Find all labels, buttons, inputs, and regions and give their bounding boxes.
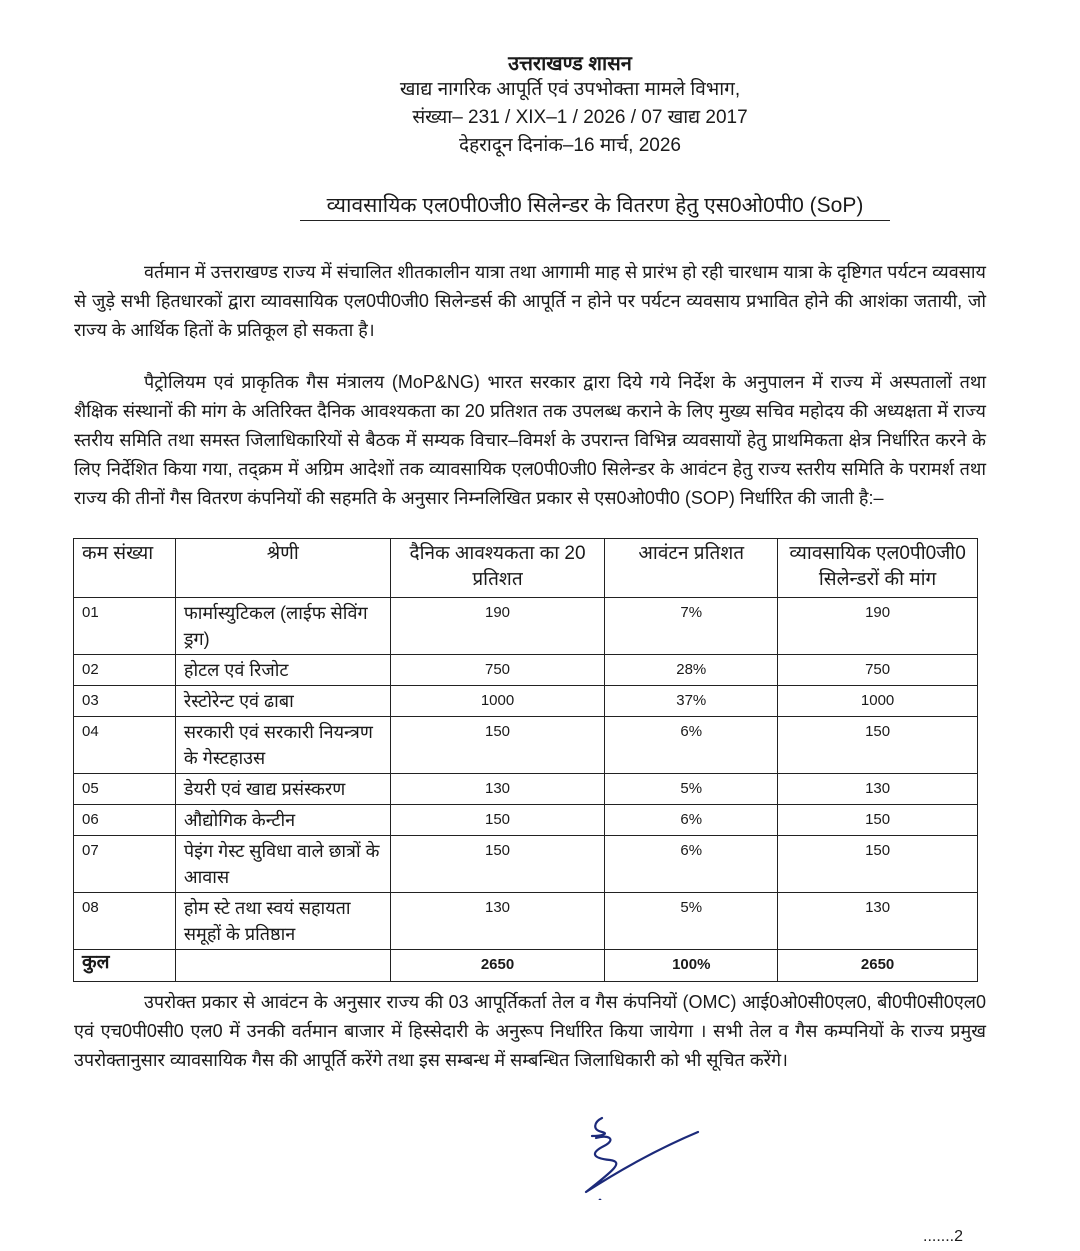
table-header-row: [74, 539, 978, 598]
cell-demand: 1000: [778, 686, 978, 717]
cell-serial: 04: [74, 717, 176, 774]
cell-daily: 1000: [390, 686, 605, 717]
cell-category: होम स्टे तथा स्वयं सहायता समूहों के प्रतिष्ठान: [175, 893, 390, 950]
subject-heading: व्यावसायिक एल0पी0जी0 सिलेन्डर के वितरण हेतु एस0ओ0पी0 (SoP): [300, 192, 890, 221]
cell-category: डेयरी एवं खाद्य प्रसंस्करण: [175, 774, 390, 805]
cell-demand: 190: [778, 598, 978, 655]
cell-serial: 08: [74, 893, 176, 950]
total-label: कुल: [74, 950, 176, 982]
cell-category: रेस्टोरेन्ट एवं ढाबा: [175, 686, 390, 717]
signature-icon: [580, 1110, 710, 1200]
cell-category: औद्योगिक केन्टीन: [175, 805, 390, 836]
cell-serial: 03: [74, 686, 176, 717]
cell-allocation: 6%: [605, 805, 778, 836]
cell-daily: 190: [390, 598, 605, 655]
cell-category: पेइंग गेस्ट सुविधा वाले छात्रों के आवास: [175, 836, 390, 893]
cell-demand: 150: [778, 836, 978, 893]
total-demand: 2650: [778, 950, 978, 982]
header-daily-20pct: दैनिक आवश्यकता का 20 प्रतिशत: [390, 539, 605, 598]
total-category: [175, 950, 390, 982]
continuation-marker: .......2: [923, 1228, 964, 1245]
table-row: [74, 686, 978, 717]
table-row: [74, 717, 978, 774]
cell-allocation: 37%: [605, 686, 778, 717]
cell-daily: 750: [390, 655, 605, 686]
cell-allocation: 5%: [605, 893, 778, 950]
cell-demand: 150: [778, 717, 978, 774]
table-total-row: [74, 950, 978, 982]
table-row: [74, 805, 978, 836]
cell-allocation: 28%: [605, 655, 778, 686]
allocation-table: [73, 538, 978, 982]
table-row: [74, 598, 978, 655]
paragraph-closing: उपरोक्त प्रकार से आवंटन के अनुसार राज्य की 03 आपूर्तिकर्ता तेल व गैस कंपनियों (OMC) आई0ओ0सी0एल0, बी0पी0सी0एल0 एवं एच0पी0सी0 एल0 में उनकी वर्तमान बाजार में हिस्सेदारी के अनुरूप निर्धारित किया जायेगा । सभी तेल व गैस कम्पनियों के राज्य प्रमुख उपरोक्तानुसार व्यावसायिक गैस की आपूर्ति करेंगे तथा इस सम्बन्ध में सम्बन्धित जिलाधिकारी को भी सूचित करेंगे।: [74, 992, 986, 1070]
total-allocation: 100%: [605, 950, 778, 982]
cell-serial: 07: [74, 836, 176, 893]
cell-daily: 150: [390, 805, 605, 836]
cell-daily: 130: [390, 774, 605, 805]
table-row: [74, 655, 978, 686]
cell-allocation: 6%: [605, 836, 778, 893]
cell-serial: 05: [74, 774, 176, 805]
table-row: [74, 893, 978, 950]
cell-demand: 150: [778, 805, 978, 836]
header-serial: कम संख्या: [74, 539, 176, 598]
cell-daily: 130: [390, 893, 605, 950]
department-name: खाद्य नागरिक आपूर्ति एवं उपभोक्ता मामले विभाग,: [399, 79, 741, 100]
cell-daily: 150: [390, 836, 605, 893]
place-date: देहरादून दिनांक–16 मार्च, 2026: [458, 135, 681, 156]
reference-number: संख्या– 231 / XIX–1 / 2026 / 07 खाद्य 2017: [412, 107, 748, 128]
cell-serial: 02: [74, 655, 176, 686]
cell-allocation: 6%: [605, 717, 778, 774]
cell-demand: 130: [778, 774, 978, 805]
government-name: उत्तराखण्ड शासन: [508, 53, 632, 75]
cell-serial: 06: [74, 805, 176, 836]
cell-allocation: 7%: [605, 598, 778, 655]
total-daily: 2650: [390, 950, 605, 982]
cell-serial: 01: [74, 598, 176, 655]
header-allocation-pct: आवंटन प्रतिशत: [605, 539, 778, 598]
table-row: [74, 836, 978, 893]
cell-category: फार्मास्युटिकल (लाईफ सेविंग ड्रग): [175, 598, 390, 655]
cell-daily: 150: [390, 717, 605, 774]
cell-category: सरकारी एवं सरकारी नियन्त्रण के गेस्टहाउस: [175, 717, 390, 774]
cell-demand: 130: [778, 893, 978, 950]
cell-category: होटल एवं रिजोट: [175, 655, 390, 686]
cell-demand: 750: [778, 655, 978, 686]
paragraph-intro: वर्तमान में उत्तराखण्ड राज्य में संचालित शीतकालीन यात्रा तथा आगामी माह से प्रारंभ हो रही चारधाम यात्रा के दृष्टिगत पर्यटन व्यवसाय से जुड़े सभी हितधारकों द्वारा व्यावसायिक एल0पी0जी0 सिलेन्डर्स की आपूर्ति न होने पर पर्यटन व्यवसाय प्रभावित होने की आशंका जतायी, जो राज्य के आर्थिक हितों के प्रतिकूल हो सकता है।: [74, 262, 986, 340]
table-row: [74, 774, 978, 805]
paragraph-directive: पैट्रोलियम एवं प्राकृतिक गैस मंत्रालय (MoP&NG) भारत सरकार द्वारा दिये गये निर्देश के अनुपालन में राज्य में अस्पतालों तथा शैक्षिक संस्थानों की मांग के अतिरिक्त दैनिक आवश्यकता का 20 प्रतिशत तक उपलब्ध कराने के लिए मुख्य सचिव महोदय की अध्यक्षता में राज्य स्तरीय समिति तथा समस्त जिलाधिकारियों से बैठक में सम्यक विचार–विमर्श के उपरान्त विभिन्न व्यवसायों हेतु प्राथमिकता क्षेत्र निर्धारित करने के लिए निर्देशित किया गया, तद्क्रम में अग्रिम आदेशों तक व्यावसायिक एल0पी0जी0 सिलेन्डर के आवंटन हेतु राज्य स्तरीय समिति के परामर्श तथा राज्य की तीनों गैस वितरण कंपनियों की सहमति के अनुसार निम्नलिखित प्रकार से एस0ओ0पी0 (SOP) निर्धारित की जाती है:–: [74, 372, 986, 508]
cell-allocation: 5%: [605, 774, 778, 805]
header-category: श्रेणी: [175, 539, 390, 598]
header-demand: व्यावसायिक एल0पी0जी0 सिलेन्डरों की मांग: [778, 539, 978, 598]
